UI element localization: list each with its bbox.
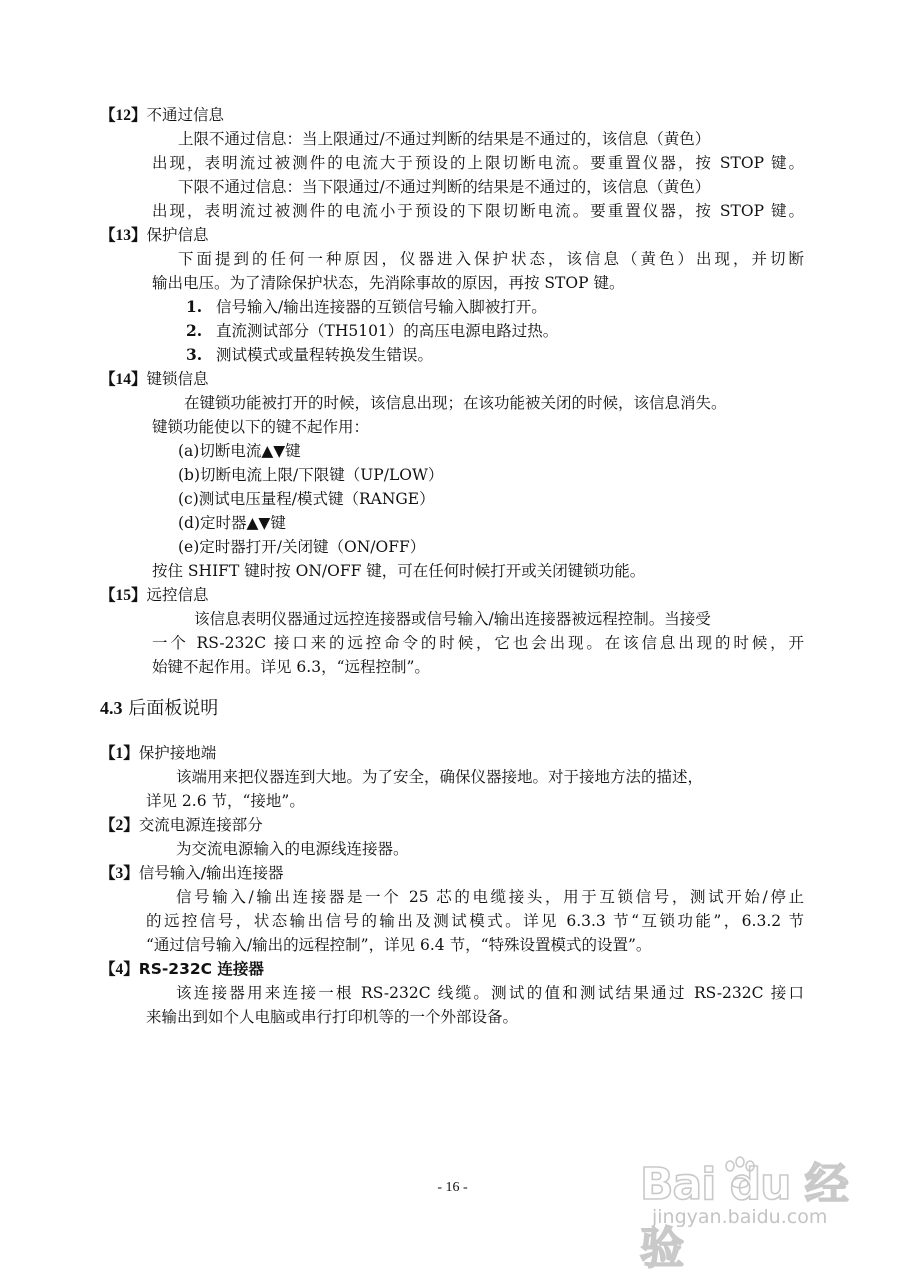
rear-heading-1-number: 【1】 bbox=[100, 745, 139, 762]
key-list-item: (a)切断电流▲▼键 bbox=[178, 442, 301, 460]
s15-line-1: 该信息表明仪器通过远控连接器或信号输入/输出连接器被远程控制。当接受 bbox=[194, 610, 711, 628]
page-number: - 16 - bbox=[437, 1180, 468, 1195]
heading-13 bbox=[100, 224, 209, 247]
list-item-number: 3. bbox=[186, 345, 203, 364]
heading-13-title: 保护信息 bbox=[146, 226, 209, 244]
heading-15-title: 远控信息 bbox=[146, 586, 209, 604]
rear-heading-2-title: 交流电源连接部分 bbox=[138, 816, 263, 834]
rear-heading-3-title: 信号输入/输出连接器 bbox=[138, 864, 284, 882]
watermark-url: jingyan.baidu.com bbox=[652, 1206, 828, 1228]
heading-15 bbox=[100, 584, 209, 607]
list-item bbox=[186, 320, 558, 342]
r3-line-1: 信号输入/输出连接器是一个 25 芯的电缆接头，用于互锁信号，测试开始/停止 bbox=[176, 888, 804, 906]
rear-heading-1 bbox=[100, 742, 216, 765]
s13-line-2: 输出电压。为了清除保护状态，先消除事故的原因，再按 STOP 键。 bbox=[152, 274, 625, 292]
watermark-logo-text: Bai du 经验 bbox=[640, 1159, 848, 1274]
list-item-text: 直流测试部分（TH5101）的高压电源电路过热。 bbox=[216, 322, 559, 340]
list-item-number: 1. bbox=[186, 297, 203, 316]
r3-line-3: “通过信号输入/输出的远程控制”，详见 6.4 节，“特殊设置模式的设置”。 bbox=[146, 936, 652, 954]
heading-14-title: 键锁信息 bbox=[146, 370, 209, 388]
rear-heading-3 bbox=[100, 862, 284, 885]
list-item bbox=[186, 296, 547, 318]
key-list-item: (d)定时器▲▼键 bbox=[178, 514, 286, 532]
section-title bbox=[100, 694, 218, 720]
key-list-item: (c)测试电压量程/模式键（RANGE） bbox=[178, 490, 435, 508]
rear-heading-4 bbox=[100, 958, 264, 981]
baidu-watermark bbox=[640, 1148, 870, 1274]
s12-line-4: 出现，表明流过被测件的电流小于预设的下限切断电流。要重置仪器，按 STOP 键。 bbox=[152, 202, 804, 220]
rear-heading-2-number: 【2】 bbox=[100, 817, 139, 834]
key-list-item: (e)定时器打开/关闭键（ON/OFF） bbox=[178, 538, 426, 556]
s12-line-1: 上限不通过信息：当上限通过/不通过判断的结果是不通过的，该信息（黄色） bbox=[178, 130, 711, 148]
s14-line-3: 按住 SHIFT 键时按 ON/OFF 键，可在任何时候打开或关闭键锁功能。 bbox=[152, 562, 646, 580]
s15-line-2: 一个 RS-232C 接口来的远控命令的时候，它也会出现。在该信息出现的时候，开 bbox=[152, 634, 804, 652]
key-list-item: (b)切断电流上限/下限键（UP/LOW） bbox=[178, 466, 444, 484]
r4-line-1: 该连接器用来连接一根 RS-232C 线缆。测试的值和测试结果通过 RS-232C 接口 bbox=[176, 984, 804, 1002]
paw-icon bbox=[720, 1154, 760, 1194]
r1-line-1: 该端用来把仪器连到大地。为了安全，确保仪器接地。对于接地方法的描述， bbox=[176, 768, 704, 786]
heading-14-number: 【14】 bbox=[100, 371, 147, 388]
heading-14 bbox=[100, 368, 209, 391]
s14-line-1: 在键锁功能被打开的时候，该信息出现；在该功能被关闭的时候，该信息消失。 bbox=[184, 394, 727, 412]
list-item-text: 信号输入/输出连接器的互锁信号输入脚被打开。 bbox=[216, 298, 547, 316]
heading-13-number: 【13】 bbox=[100, 227, 147, 244]
r2-line-1: 为交流电源输入的电源线连接器。 bbox=[176, 840, 409, 858]
heading-12 bbox=[100, 104, 224, 127]
list-item bbox=[186, 344, 433, 366]
rear-heading-4-number: 【4】 bbox=[100, 961, 139, 978]
r3-line-2: 的远控信号，状态输出信号的输出及测试模式。详见 6.3.3 节“互锁功能”，6.3.2 节 bbox=[146, 912, 804, 930]
rear-heading-4-title: RS-232C 连接器 bbox=[138, 960, 264, 978]
rear-heading-3-number: 【3】 bbox=[100, 865, 139, 882]
list-item-number: 2. bbox=[186, 321, 203, 340]
s12-line-2: 出现，表明流过被测件的电流大于预设的上限切断电流。要重置仪器，按 STOP 键。 bbox=[152, 154, 804, 172]
s14-line-2: 键锁功能使以下的键不起作用： bbox=[152, 418, 370, 436]
rear-heading-2 bbox=[100, 814, 263, 837]
section-number: 4.3 bbox=[100, 698, 123, 718]
list-item-text: 测试模式或量程转换发生错误。 bbox=[216, 346, 434, 364]
rear-heading-1-title: 保护接地端 bbox=[138, 744, 217, 762]
s13-line-1: 下面提到的任何一种原因，仪器进入保护状态，该信息（黄色）出现，并切断 bbox=[178, 250, 804, 268]
r4-line-2: 来输出到如个人电脑或串行打印机等的一个外部设备。 bbox=[146, 1008, 519, 1026]
r1-line-2: 详见 2.6 节，“接地”。 bbox=[146, 792, 305, 810]
heading-12-title: 不通过信息 bbox=[146, 106, 225, 124]
s15-line-3: 始键不起作用。详见 6.3，“远程控制”。 bbox=[152, 658, 430, 676]
s12-line-3: 下限不通过信息：当下限通过/不通过判断的结果是不通过的，该信息（黄色） bbox=[178, 178, 711, 196]
heading-15-number: 【15】 bbox=[100, 587, 147, 604]
section-title-text: 后面板说明 bbox=[122, 698, 219, 719]
heading-12-number: 【12】 bbox=[100, 107, 147, 124]
